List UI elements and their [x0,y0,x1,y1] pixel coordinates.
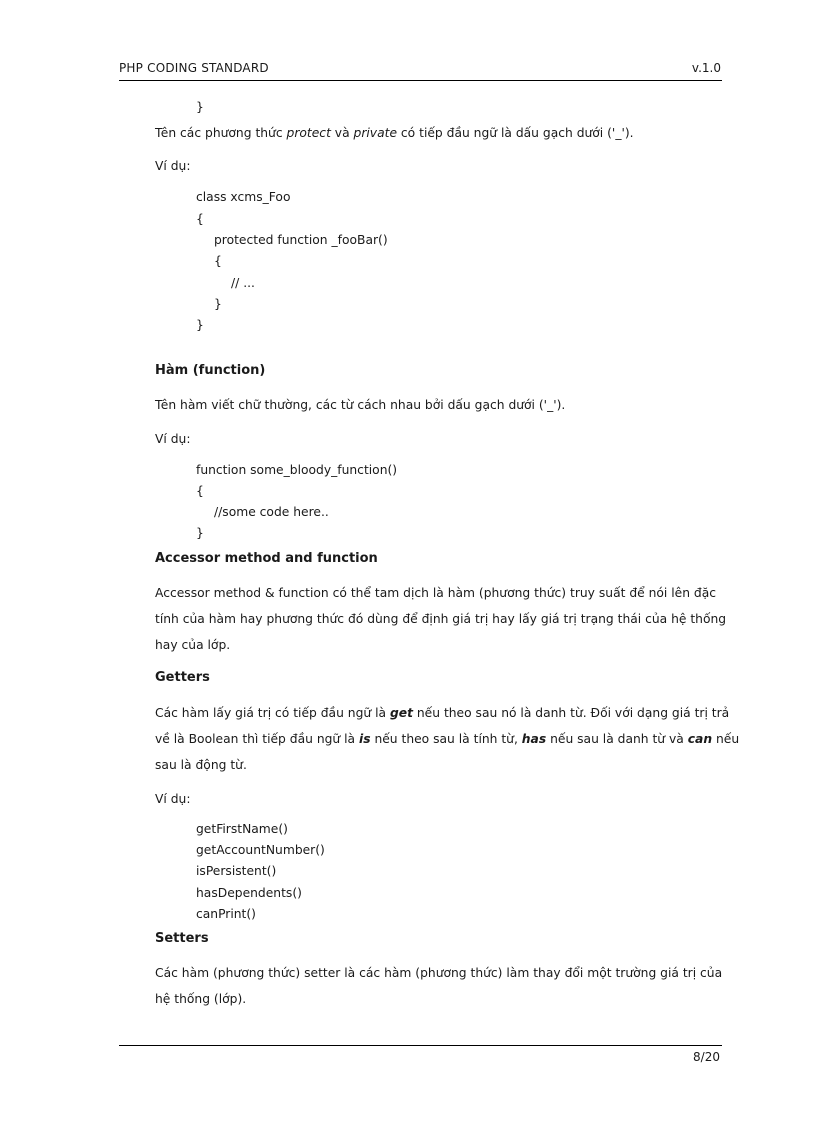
header-version: v.1.0 [691,61,721,75]
page-header [119,61,721,79]
section-heading: Accessor method and function [155,551,378,566]
code-line: // ... [231,276,255,290]
code-line: protected function _fooBar() [214,233,388,247]
header-rule [119,80,722,81]
code-line: } [214,297,222,311]
paragraph-line: sau là động từ. [155,758,247,772]
example-label: Ví dụ: [155,792,191,806]
code-line: isPersistent() [196,864,277,878]
footer-rule [119,1045,722,1046]
code-line: getFirstName() [196,822,288,836]
code-line: getAccountNumber() [196,843,325,857]
paragraph: Tên các phương thức protect và private có tiếp đầu ngữ là dấu gạch dưới ('_'). [155,126,634,140]
code-line: function some_bloody_function() [196,463,398,477]
code-line: { [196,484,204,498]
example-label: Ví dụ: [155,159,191,173]
paragraph-line: Các hàm lấy giá trị có tiếp đầu ngữ là get nếu theo sau nó là danh từ. Đối với dạng giá trị trả [155,706,730,720]
code-line: } [196,318,204,332]
section-heading: Setters [155,931,209,946]
code-line: { [196,212,204,226]
example-label: Ví dụ: [155,432,191,446]
paragraph-line: hệ thống (lớp). [155,992,247,1006]
header-title: PHP CODING STANDARD [119,61,269,75]
paragraph: Tên hàm viết chữ thường, các từ cách nhau bởi dấu gạch dưới ('_'). [155,398,566,412]
code-line: canPrint() [196,907,256,921]
code-line: class xcms_Foo [196,190,291,204]
code-line: } [196,100,204,114]
code-line: //some code here.. [214,505,329,519]
page-number: 8/20 [693,1050,720,1064]
paragraph-line: Các hàm (phương thức) setter là các hàm (phương thức) làm thay đổi một trường giá trị của [155,966,723,980]
paragraph-line: hay của lớp. [155,638,231,652]
code-line: hasDependents() [196,886,302,900]
paragraph-line: Accessor method & function có thể tam dịch là hàm (phương thức) truy suất để nói lên đặc [155,586,717,600]
code-line: } [196,526,204,540]
section-heading: Hàm (function) [155,363,266,378]
section-heading: Getters [155,670,210,685]
paragraph-line: về là Boolean thì tiếp đầu ngữ là is nếu theo sau là tính từ, has nếu sau là danh từ và can nếu [155,732,740,746]
paragraph-line: tính của hàm hay phương thức đó dùng để định giá trị hay lấy giá trị trạng thái của hệ thống [155,612,727,626]
code-line: { [214,254,222,268]
